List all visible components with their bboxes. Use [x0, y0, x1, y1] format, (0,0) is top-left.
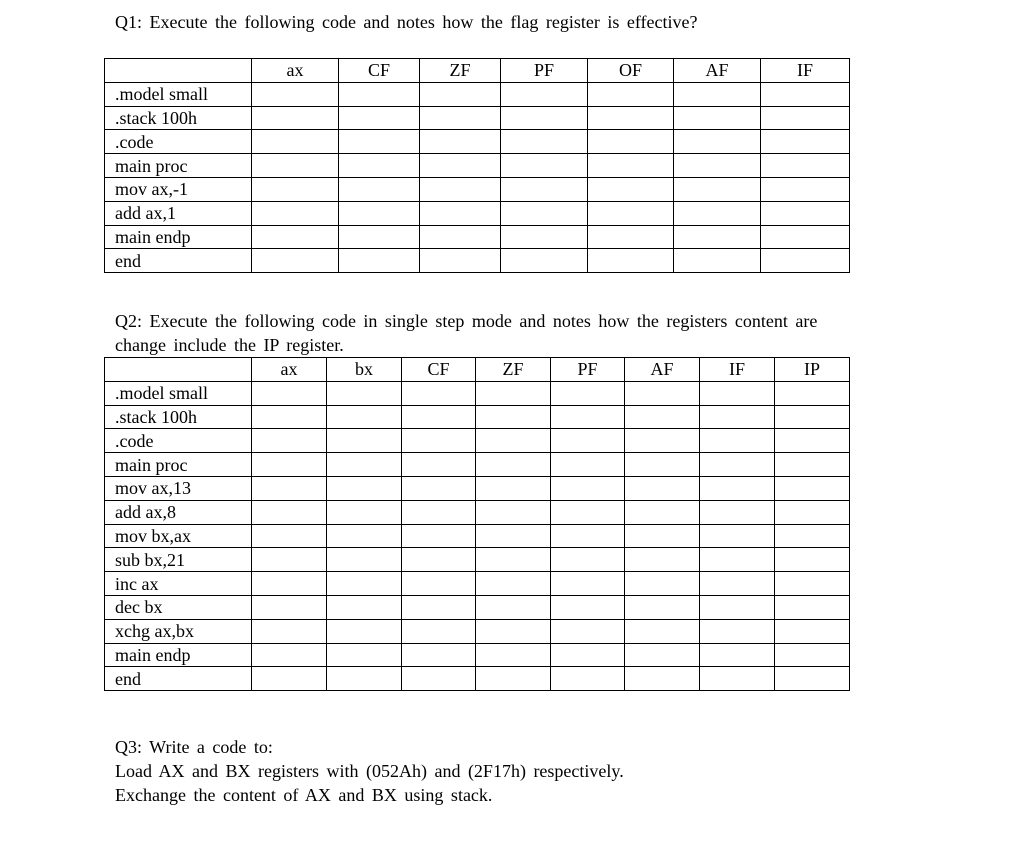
answer-cell — [402, 595, 476, 619]
answer-cell — [775, 619, 850, 643]
answer-cell — [420, 225, 501, 249]
q3-line1: Load AX and BX registers with (052Ah) and (2F17h) respectively. — [115, 761, 624, 781]
answer-cell — [252, 82, 339, 106]
answer-cell — [420, 249, 501, 273]
answer-cell — [551, 619, 625, 643]
answer-cell — [402, 453, 476, 477]
answer-cell — [420, 82, 501, 106]
code-line-cell: .model small — [105, 82, 252, 106]
answer-cell — [700, 643, 775, 667]
answer-cell — [327, 667, 402, 691]
answer-cell — [588, 82, 674, 106]
answer-cell — [588, 225, 674, 249]
answer-cell — [252, 453, 327, 477]
answer-cell — [625, 667, 700, 691]
header-cell-if: IF — [700, 358, 775, 382]
table-row — [105, 476, 850, 500]
code-line-cell: mov ax,-1 — [105, 177, 252, 201]
answer-cell — [402, 667, 476, 691]
table-row — [105, 500, 850, 524]
code-line-cell: add ax,8 — [105, 500, 252, 524]
answer-cell — [674, 154, 761, 178]
answer-cell — [339, 106, 420, 130]
answer-cell — [551, 500, 625, 524]
table-row — [105, 249, 850, 273]
answer-cell — [588, 249, 674, 273]
answer-cell — [761, 106, 850, 130]
table-row — [105, 405, 850, 429]
answer-cell — [501, 177, 588, 201]
answer-cell — [700, 524, 775, 548]
answer-cell — [761, 201, 850, 225]
header-cell-ax: ax — [252, 358, 327, 382]
answer-cell — [476, 405, 551, 429]
answer-cell — [761, 249, 850, 273]
answer-cell — [551, 476, 625, 500]
answer-cell — [775, 548, 850, 572]
answer-cell — [476, 500, 551, 524]
answer-cell — [625, 453, 700, 477]
answer-cell — [420, 106, 501, 130]
answer-cell — [588, 201, 674, 225]
answer-cell — [551, 548, 625, 572]
answer-cell — [625, 381, 700, 405]
answer-cell — [339, 177, 420, 201]
answer-cell — [588, 154, 674, 178]
answer-cell — [476, 381, 551, 405]
answer-cell — [761, 177, 850, 201]
header-cell-ax: ax — [252, 59, 339, 83]
answer-cell — [402, 429, 476, 453]
answer-cell — [252, 643, 327, 667]
header-cell-cf: CF — [402, 358, 476, 382]
answer-cell — [501, 106, 588, 130]
header-cell-zf: ZF — [420, 59, 501, 83]
answer-cell — [252, 201, 339, 225]
q3-line2: Exchange the content of AX and BX using stack. — [115, 785, 493, 805]
answer-cell — [252, 595, 327, 619]
answer-cell — [327, 572, 402, 596]
answer-cell — [700, 572, 775, 596]
answer-cell — [252, 154, 339, 178]
table-row — [105, 595, 850, 619]
answer-cell — [775, 524, 850, 548]
table-row — [105, 130, 850, 154]
answer-cell — [339, 249, 420, 273]
answer-cell — [625, 405, 700, 429]
code-line-cell: main proc — [105, 154, 252, 178]
answer-cell — [700, 667, 775, 691]
answer-cell — [420, 177, 501, 201]
answer-cell — [551, 572, 625, 596]
answer-cell — [501, 154, 588, 178]
header-cell-af: AF — [625, 358, 700, 382]
q1-table — [104, 58, 850, 273]
answer-cell — [674, 177, 761, 201]
answer-cell — [476, 619, 551, 643]
answer-cell — [551, 405, 625, 429]
code-line-cell: mov bx,ax — [105, 524, 252, 548]
answer-cell — [761, 225, 850, 249]
header-cell-zf: ZF — [476, 358, 551, 382]
answer-cell — [476, 667, 551, 691]
answer-cell — [775, 667, 850, 691]
table-row — [105, 201, 850, 225]
answer-cell — [327, 500, 402, 524]
answer-cell — [476, 643, 551, 667]
answer-cell — [674, 249, 761, 273]
answer-cell — [402, 572, 476, 596]
answer-cell — [775, 643, 850, 667]
answer-cell — [327, 405, 402, 429]
answer-cell — [501, 225, 588, 249]
code-line-cell: inc ax — [105, 572, 252, 596]
code-line-cell: end — [105, 249, 252, 273]
answer-cell — [252, 106, 339, 130]
answer-cell — [551, 643, 625, 667]
answer-cell — [420, 130, 501, 154]
answer-cell — [625, 619, 700, 643]
answer-cell — [551, 381, 625, 405]
table-row — [105, 381, 850, 405]
answer-cell — [252, 619, 327, 643]
answer-cell — [339, 201, 420, 225]
answer-cell — [402, 500, 476, 524]
answer-cell — [327, 643, 402, 667]
answer-cell — [775, 500, 850, 524]
answer-cell — [625, 595, 700, 619]
answer-cell — [252, 572, 327, 596]
answer-cell — [327, 476, 402, 500]
answer-cell — [252, 667, 327, 691]
answer-cell — [476, 548, 551, 572]
code-line-cell: add ax,1 — [105, 201, 252, 225]
q2-table — [104, 357, 850, 691]
code-line-cell: .stack 100h — [105, 405, 252, 429]
answer-cell — [327, 429, 402, 453]
answer-cell — [551, 453, 625, 477]
answer-cell — [588, 130, 674, 154]
q1-title: Q1: Execute the following code and notes how the flag register is effective? — [115, 12, 698, 32]
answer-cell — [674, 225, 761, 249]
table-row — [105, 453, 850, 477]
code-line-cell: .model small — [105, 381, 252, 405]
answer-cell — [700, 429, 775, 453]
answer-cell — [476, 453, 551, 477]
answer-cell — [501, 249, 588, 273]
answer-cell — [252, 381, 327, 405]
answer-cell — [700, 595, 775, 619]
answer-cell — [775, 595, 850, 619]
answer-cell — [501, 130, 588, 154]
answer-cell — [775, 476, 850, 500]
answer-cell — [501, 201, 588, 225]
answer-cell — [588, 106, 674, 130]
answer-cell — [700, 381, 775, 405]
code-line-cell: main endp — [105, 643, 252, 667]
answer-cell — [700, 453, 775, 477]
table-row — [105, 667, 850, 691]
answer-cell — [761, 154, 850, 178]
table-row — [105, 619, 850, 643]
header-cell-pf: PF — [551, 358, 625, 382]
answer-cell — [327, 381, 402, 405]
answer-cell — [402, 381, 476, 405]
answer-cell — [402, 476, 476, 500]
answer-cell — [700, 405, 775, 429]
table-row — [105, 154, 850, 178]
table-row — [105, 643, 850, 667]
answer-cell — [252, 405, 327, 429]
answer-cell — [402, 405, 476, 429]
answer-cell — [252, 476, 327, 500]
answer-cell — [551, 667, 625, 691]
answer-cell — [252, 500, 327, 524]
answer-cell — [252, 548, 327, 572]
code-line-cell: main endp — [105, 225, 252, 249]
answer-cell — [674, 106, 761, 130]
answer-cell — [700, 548, 775, 572]
answer-cell — [327, 453, 402, 477]
answer-cell — [252, 130, 339, 154]
answer-cell — [420, 154, 501, 178]
answer-cell — [476, 572, 551, 596]
header-cell-blank — [105, 59, 252, 83]
code-line-cell: .code — [105, 130, 252, 154]
answer-cell — [674, 82, 761, 106]
answer-cell — [339, 82, 420, 106]
answer-cell — [761, 82, 850, 106]
answer-cell — [420, 201, 501, 225]
answer-cell — [775, 381, 850, 405]
header-cell-af: AF — [674, 59, 761, 83]
header-cell-cf: CF — [339, 59, 420, 83]
answer-cell — [775, 405, 850, 429]
header-cell-bx: bx — [327, 358, 402, 382]
header-cell-blank — [105, 358, 252, 382]
header-row — [105, 59, 850, 83]
table-row — [105, 572, 850, 596]
answer-cell — [476, 476, 551, 500]
answer-cell — [775, 429, 850, 453]
answer-cell — [327, 595, 402, 619]
answer-cell — [775, 572, 850, 596]
answer-cell — [339, 225, 420, 249]
answer-cell — [327, 548, 402, 572]
header-cell-pf: PF — [501, 59, 588, 83]
answer-cell — [551, 429, 625, 453]
answer-cell — [625, 643, 700, 667]
answer-cell — [402, 524, 476, 548]
table-row — [105, 524, 850, 548]
answer-cell — [402, 643, 476, 667]
answer-cell — [339, 154, 420, 178]
answer-cell — [700, 500, 775, 524]
answer-cell — [551, 595, 625, 619]
code-line-cell: mov ax,13 — [105, 476, 252, 500]
q3-title: Q3: Write a code to: — [115, 737, 273, 757]
header-cell-if: IF — [761, 59, 850, 83]
answer-cell — [252, 225, 339, 249]
answer-cell — [625, 572, 700, 596]
answer-cell — [674, 201, 761, 225]
answer-cell — [700, 619, 775, 643]
answer-cell — [402, 619, 476, 643]
table-row — [105, 429, 850, 453]
answer-cell — [476, 429, 551, 453]
answer-cell — [252, 249, 339, 273]
answer-cell — [501, 82, 588, 106]
code-line-cell: xchg ax,bx — [105, 619, 252, 643]
header-row — [105, 358, 850, 382]
code-line-cell: end — [105, 667, 252, 691]
answer-cell — [588, 177, 674, 201]
answer-cell — [700, 476, 775, 500]
header-cell-ip: IP — [775, 358, 850, 382]
header-cell-of: OF — [588, 59, 674, 83]
code-line-cell: dec bx — [105, 595, 252, 619]
table-row — [105, 106, 850, 130]
q2-title-line2: change include the IP register. — [115, 335, 344, 355]
answer-cell — [775, 453, 850, 477]
answer-cell — [327, 619, 402, 643]
answer-cell — [252, 524, 327, 548]
q2-title-line1: Q2: Execute the following code in single step mode and notes how the registers content are — [115, 311, 818, 331]
answer-cell — [625, 500, 700, 524]
answer-cell — [476, 595, 551, 619]
answer-cell — [476, 524, 551, 548]
answer-cell — [625, 548, 700, 572]
answer-cell — [625, 524, 700, 548]
answer-cell — [327, 524, 402, 548]
answer-cell — [761, 130, 850, 154]
answer-cell — [625, 429, 700, 453]
code-line-cell: main proc — [105, 453, 252, 477]
answer-cell — [339, 130, 420, 154]
answer-cell — [252, 177, 339, 201]
table-row — [105, 82, 850, 106]
code-line-cell: .code — [105, 429, 252, 453]
code-line-cell: sub bx,21 — [105, 548, 252, 572]
answer-cell — [674, 130, 761, 154]
table-row — [105, 225, 850, 249]
code-line-cell: .stack 100h — [105, 106, 252, 130]
answer-cell — [252, 429, 327, 453]
table-row — [105, 548, 850, 572]
answer-cell — [402, 548, 476, 572]
answer-cell — [551, 524, 625, 548]
table-row — [105, 177, 850, 201]
answer-cell — [625, 476, 700, 500]
